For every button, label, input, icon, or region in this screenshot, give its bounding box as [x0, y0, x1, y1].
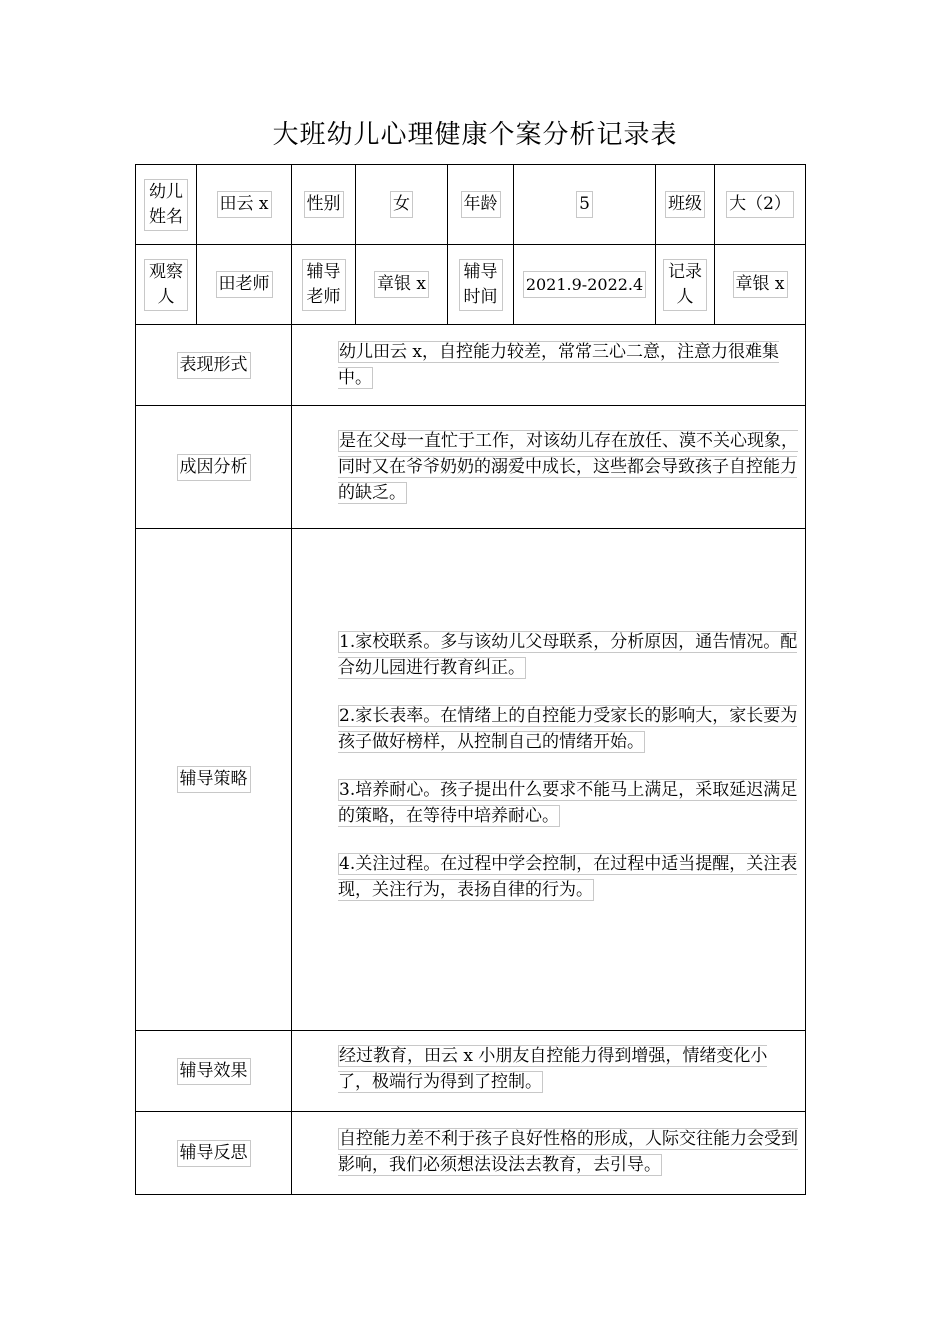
strategy-item-3: 3.培养耐心。孩子提出什么要求不能马上满足，采取延迟满足的策略，在等待中培养耐心。	[338, 780, 798, 826]
gender-label: 性别	[304, 191, 344, 218]
recorder-label: 记录人	[663, 259, 707, 311]
recorder-value: 章银 x	[733, 271, 788, 298]
reflection-label: 辅导反思	[177, 1140, 251, 1167]
time-label: 辅导时间	[459, 259, 503, 311]
effect-label: 辅导效果	[177, 1058, 251, 1085]
effect-text: 经过教育，田云 x 小朋友自控能力得到增强，情绪变化小了，极端行为得到了控制。	[338, 1046, 768, 1092]
strategy-item-1: 1.家校联系。多与该幼儿父母联系，分析原因，通告情况。配合幼儿园进行教育纠正。	[338, 632, 798, 678]
class-value: 大（2）	[726, 191, 794, 218]
gender-value: 女	[390, 191, 413, 218]
cause-text: 是在父母一直忙于工作，对该幼儿存在放任、漠不关心现象，同时又在爷爷奶奶的溺爱中成长，这些都会导致孩子自控能力的缺乏。	[338, 431, 798, 503]
child-name-label: 幼儿姓名	[144, 179, 188, 231]
performance-text: 幼儿田云 x，自控能力较差，常常三心二意，注意力很难集中。	[338, 342, 779, 388]
performance-label: 表现形式	[177, 352, 251, 379]
child-name-value: 田云 x	[217, 191, 272, 218]
strategy-item-4: 4.关注过程。在过程中学会控制，在过程中适当提醒，关注表现，关注行为，表扬自律的行为。	[338, 854, 798, 900]
page-title: 大班幼儿心理健康个案分析记录表	[272, 120, 678, 150]
tutor-value: 章银 x	[374, 271, 429, 298]
record-table	[135, 164, 806, 1195]
time-value: 2021.9-2022.4	[523, 271, 646, 298]
observer-label: 观察人	[144, 259, 188, 311]
strategy-item-2: 2.家长表率。在情绪上的自控能力受家长的影响大，家长要为孩子做好榜样，从控制自己的情绪开始。	[338, 706, 798, 752]
observer-value: 田老师	[216, 271, 273, 298]
age-label: 年龄	[461, 191, 501, 218]
tutor-label: 辅导老师	[302, 259, 346, 311]
class-label: 班级	[665, 191, 705, 218]
cause-label: 成因分析	[177, 454, 251, 481]
reflection-text: 自控能力差不利于孩子良好性格的形成，人际交往能力会受到影响，我们必须想法设法去教育，去引导。	[338, 1129, 798, 1175]
strategy-label: 辅导策略	[177, 766, 251, 793]
age-value: 5	[576, 191, 593, 218]
